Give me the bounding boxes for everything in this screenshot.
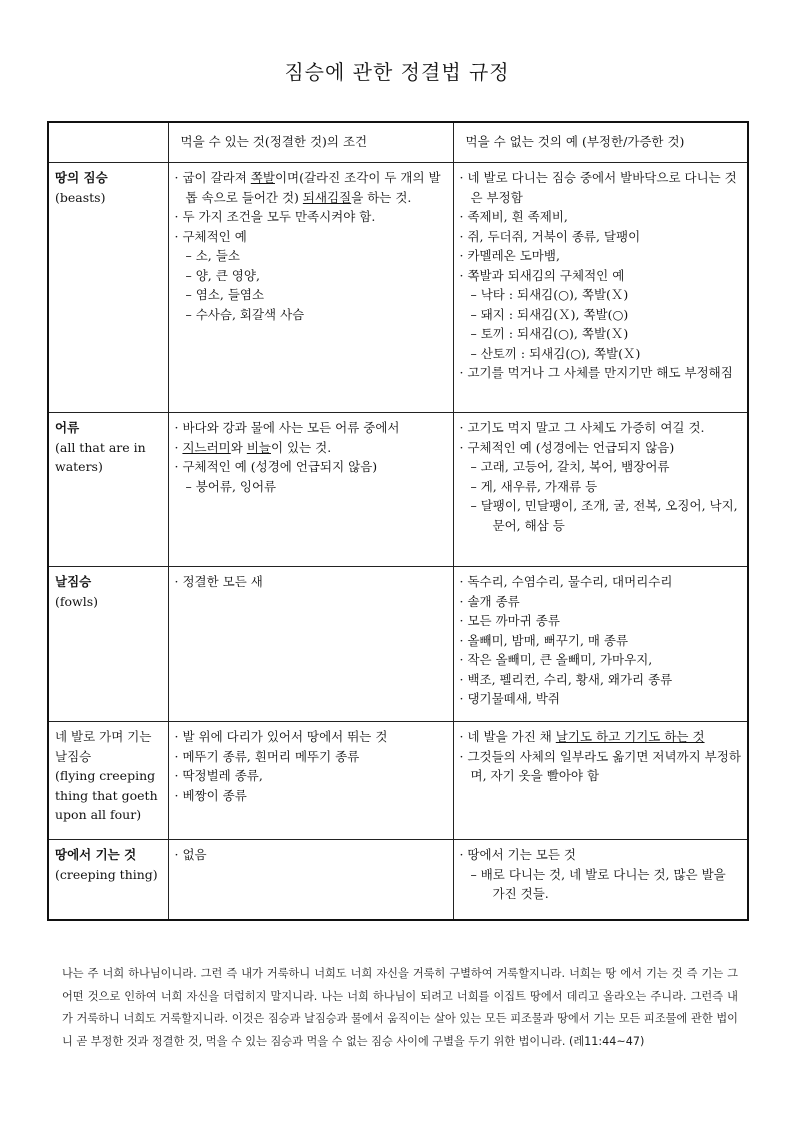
bullet-item — [460, 650, 742, 670]
allowed-cell — [168, 413, 453, 567]
item-text: – 배로 다니는 것, 네 발로 다니는 것, 많은 발을 가진 것들. — [470, 866, 726, 901]
item-text: · 솔개 종류 — [459, 593, 520, 609]
item-text: 이 있는 것. — [270, 439, 332, 455]
item-text: – 수사슴, 회갈색 사슴 — [185, 306, 305, 322]
item-text: – 붕어류, 잉어류 — [185, 478, 277, 494]
bullet-item — [175, 572, 447, 592]
sub-item — [460, 285, 742, 305]
bullet-item — [460, 168, 742, 207]
bullet-item — [460, 592, 742, 612]
underlined-term: 지느러미 — [182, 439, 231, 455]
sub-item — [460, 344, 742, 364]
rules-table — [47, 121, 749, 921]
category-english: (all that are in waters) — [55, 439, 146, 474]
item-text: · 딱정벌레 종류, — [174, 768, 263, 783]
item-text: · 네 발을 가진 채 — [459, 729, 556, 744]
row-fish — [48, 413, 748, 567]
item-text: · 네 발로 다니는 짐승 중에서 발바닥으로 다니는 것은 부정함 — [459, 170, 737, 205]
bullet-item — [175, 747, 447, 767]
allowed-cell — [168, 163, 453, 413]
item-text: · 구체적인 예 (성경에는 언급되지 않음) — [459, 439, 675, 455]
sub-item — [460, 305, 742, 325]
header-category — [48, 122, 168, 163]
category-cell — [48, 413, 168, 567]
bullet-item — [460, 418, 742, 438]
item-text: 이며(갈라진 조각이 두 개의 발톱 속으로 들어간 것) — [185, 170, 441, 205]
underlined-term: 쪽발 — [250, 170, 275, 185]
item-text: · 정결한 모든 새 — [174, 574, 263, 589]
bullet-item — [175, 168, 447, 207]
row-flying-creeping — [48, 722, 748, 840]
item-text: · 구체적인 예 — [174, 228, 247, 244]
category-korean: 어류 — [55, 420, 80, 435]
allowed-cell — [168, 722, 453, 840]
sub-item — [460, 477, 742, 497]
item-text: · 고기를 먹거나 그 사체를 만지기만 해도 부정해짐 — [459, 365, 733, 380]
sub-item — [175, 285, 447, 305]
item-text: · 댕기물떼새, 박쥐 — [459, 691, 560, 706]
bullet-item — [175, 727, 447, 747]
item-text: – 고래, 고등어, 갈치, 복어, 뱀장어류 — [470, 459, 670, 474]
item-text: – 양, 큰 영양, — [185, 267, 260, 283]
bullet-item — [175, 227, 447, 247]
forbidden-cell — [453, 413, 748, 567]
bullet-item — [460, 207, 742, 227]
forbidden-cell — [453, 722, 748, 840]
bullet-item — [175, 438, 447, 458]
sub-item — [460, 324, 742, 344]
item-text: · 발 위에 다리가 있어서 땅에서 뛰는 것 — [174, 729, 388, 744]
item-text: – 낙타 : 되새김(○), 쪽발(Ｘ) — [470, 287, 629, 302]
category-english: (fowls) — [55, 593, 99, 609]
category-korean: 날짐승 — [55, 574, 92, 589]
sub-item — [175, 266, 447, 286]
forbidden-cell — [453, 567, 748, 722]
item-text: 와 — [230, 439, 247, 455]
bullet-item — [460, 266, 742, 286]
item-text: 을 하는 것. — [351, 189, 412, 205]
bullet-item — [175, 418, 447, 438]
item-text: · 그것들의 사체의 일부라도 옮기면 저녁까지 부정하며, 자기 옷을 빨아야 함 — [459, 748, 741, 783]
item-text: – 달팽이, 민달팽이, 조개, 굴, 전복, 오징어, 낙지, 문어, 해삼 등 — [470, 498, 738, 533]
bullet-item — [460, 611, 742, 631]
item-text: · 쪽발과 되새김의 구체적인 예 — [459, 267, 625, 283]
bullet-item — [460, 631, 742, 651]
item-text: · 작은 올빼미, 큰 올빼미, 가마우지, — [459, 652, 653, 667]
category-cell — [48, 840, 168, 920]
page-title: 짐승에 관한 정결법 규정 — [284, 60, 510, 84]
category-english: (flying creeping thing that goeth upon all four) — [55, 768, 158, 822]
bullet-item — [460, 670, 742, 690]
bullet-item — [175, 457, 447, 477]
row-beasts — [48, 163, 748, 413]
allowed-cell — [168, 567, 453, 722]
item-text: · 쥐, 두더쥐, 거북이 종류, 달팽이 — [459, 228, 641, 244]
forbidden-cell — [453, 840, 748, 920]
bullet-item — [175, 207, 447, 227]
item-text: · 올빼미, 밤매, 뻐꾸기, 매 종류 — [459, 632, 629, 648]
category-korean: 네 발로 가며 기는 날짐승 — [55, 729, 152, 764]
bullet-item — [460, 747, 742, 786]
bullet-item — [460, 727, 742, 747]
category-english: (creeping thing) — [55, 866, 158, 882]
category-cell — [48, 722, 168, 840]
item-text: – 염소, 들염소 — [185, 287, 265, 302]
bullet-item — [175, 766, 447, 786]
category-cell — [48, 567, 168, 722]
bullet-item — [175, 845, 447, 865]
item-text: · 굽이 갈라져 — [174, 170, 251, 185]
item-text: · 고기도 먹지 말고 그 사체도 가증히 여길 것. — [459, 420, 705, 435]
category-cell — [48, 163, 168, 413]
bullet-item — [460, 845, 742, 865]
item-text: – 토끼 : 되새김(○), 쪽발(Ｘ) — [470, 326, 629, 341]
sub-item — [460, 865, 742, 904]
item-text: · 없음 — [174, 847, 207, 862]
bullet-item — [460, 246, 742, 266]
category-korean: 땅의 짐승 — [55, 170, 108, 185]
bullet-item — [460, 227, 742, 247]
sub-item — [175, 477, 447, 497]
forbidden-cell — [453, 163, 748, 413]
row-creeping — [48, 840, 748, 920]
item-text: · 백조, 펠리컨, 수리, 황새, 왜가리 종류 — [459, 671, 673, 687]
item-text: – 소, 들소 — [185, 248, 240, 263]
scripture-footnote: 나는 주 너희 하나님이니라. 그런 즉 내가 거룩하니 너희도 너희 자신을 거룩히 구별하여 거룩할지니라. 너희는 땅 에서 기는 것 즉 기는 그 어떤 것으로 인하여 너희 자신을 더럽히지 말지니라. 나는 너희 하나님이 되려고 너희를 이집트 땅에서 데리고 올라오는 주니라. 그런즉 내가 거룩하니 너희도 거룩할지니라. 이것은 짐승과 날짐승과 물에서 움직이는 살아 있는 모든 피조물과 땅에서 기는 모든 피조물에 관한 법이니 곧 부정한 것과 정결한 것, 먹을 수 있는 짐승과 먹을 수 없는 짐승 사이에 구별을 두기 위한 법이니라. (레11:44~47) — [62, 967, 738, 1048]
sub-item — [175, 246, 447, 266]
item-text: · 바다와 강과 물에 사는 모든 어류 중에서 — [174, 420, 400, 435]
item-text: – 돼지 : 되새김(Ｘ), 쪽발(○) — [470, 306, 629, 322]
underlined-term: 되새김질 — [302, 189, 352, 205]
item-text: · 메뚜기 종류, 흰머리 메뚜기 종류 — [174, 748, 360, 764]
header-forbidden: 먹을 수 없는 것의 예 (부정한/가증한 것) — [453, 122, 748, 163]
item-text: · 땅에서 기는 모든 것 — [459, 847, 576, 862]
row-fowls — [48, 567, 748, 722]
underlined-term: 비늘 — [246, 439, 271, 455]
item-text: · 두 가지 조건을 모두 만족시켜야 함. — [174, 209, 376, 224]
bullet-item — [460, 572, 742, 592]
category-english: (beasts) — [55, 189, 106, 205]
item-text: – 산토끼 : 되새김(○), 쪽발(Ｘ) — [470, 345, 641, 361]
sub-item — [460, 496, 742, 535]
header-allowed: 먹을 수 있는 것(정결한 것)의 조건 — [168, 122, 453, 163]
item-text: · 독수리, 수염수리, 물수리, 대머리수리 — [459, 574, 673, 589]
item-text: · 족제비, 흰 족제비, — [459, 209, 568, 224]
bullet-item — [460, 689, 742, 709]
item-text: · 베짱이 종류 — [174, 787, 247, 803]
item-text: · 모든 까마귀 종류 — [459, 613, 560, 628]
bullet-item — [175, 786, 447, 806]
bullet-item — [460, 438, 742, 458]
item-text: – 게, 새우류, 가재류 등 — [470, 478, 598, 494]
allowed-cell — [168, 840, 453, 920]
sub-item — [175, 305, 447, 325]
sub-item — [460, 457, 742, 477]
item-text: · — [174, 439, 183, 455]
category-korean: 땅에서 기는 것 — [55, 847, 137, 862]
header-row — [48, 122, 748, 163]
item-text: · 구체적인 예 (성경에 언급되지 않음) — [174, 459, 378, 474]
item-text: · 카멜레온 도마뱀, — [459, 248, 560, 263]
underlined-term: 날기도 하고 기기도 하는 것 — [555, 729, 705, 744]
bullet-item — [460, 363, 742, 383]
